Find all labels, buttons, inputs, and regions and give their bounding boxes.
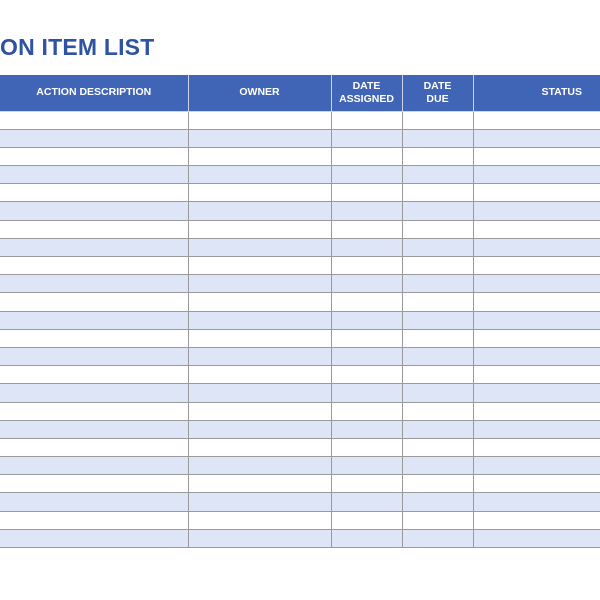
- cell-date-assigned[interactable]: [331, 475, 402, 493]
- cell-owner[interactable]: [188, 529, 331, 547]
- table-row: [0, 366, 600, 384]
- cell-date-assigned[interactable]: [331, 311, 402, 329]
- page-title: ON ITEM LIST: [0, 34, 155, 60]
- table-row: [0, 147, 600, 165]
- cell-status[interactable]: [473, 147, 600, 165]
- cell-date-due[interactable]: [402, 257, 473, 275]
- table-row: [0, 438, 600, 456]
- cell-date-due[interactable]: [402, 111, 473, 129]
- cell-status[interactable]: [473, 420, 600, 438]
- cell-owner[interactable]: [188, 111, 331, 129]
- cell-status[interactable]: [473, 529, 600, 547]
- table-row: [0, 311, 600, 329]
- cell-date-due[interactable]: [402, 275, 473, 293]
- cell-owner[interactable]: [188, 311, 331, 329]
- table-header: [0, 75, 600, 111]
- cell-action-description[interactable]: [0, 457, 188, 475]
- cell-date-due[interactable]: [402, 366, 473, 384]
- cell-date-assigned[interactable]: [331, 129, 402, 147]
- cell-action-description[interactable]: [0, 238, 188, 256]
- cell-date-assigned[interactable]: [331, 438, 402, 456]
- cell-status[interactable]: [473, 111, 600, 129]
- cell-owner[interactable]: [188, 493, 331, 511]
- cell-date-due[interactable]: [402, 402, 473, 420]
- cell-owner[interactable]: [188, 511, 331, 529]
- table-row: [0, 129, 600, 147]
- cell-action-description[interactable]: [0, 111, 188, 129]
- cell-status[interactable]: [473, 511, 600, 529]
- cell-status[interactable]: [473, 402, 600, 420]
- cell-date-due[interactable]: [402, 347, 473, 365]
- cell-date-due[interactable]: [402, 147, 473, 165]
- header-date-due: [402, 75, 473, 111]
- cell-action-description[interactable]: [0, 129, 188, 147]
- cell-date-assigned[interactable]: [331, 402, 402, 420]
- cell-owner[interactable]: [188, 457, 331, 475]
- cell-date-assigned[interactable]: [331, 457, 402, 475]
- cell-owner[interactable]: [188, 475, 331, 493]
- cell-date-due[interactable]: [402, 511, 473, 529]
- cell-date-due[interactable]: [402, 238, 473, 256]
- table-row: [0, 257, 600, 275]
- table-row: [0, 184, 600, 202]
- cell-date-assigned[interactable]: [331, 420, 402, 438]
- cell-owner[interactable]: [188, 275, 331, 293]
- cell-date-due[interactable]: [402, 166, 473, 184]
- cell-action-description[interactable]: [0, 529, 188, 547]
- cell-date-assigned[interactable]: [331, 293, 402, 311]
- cell-action-description[interactable]: [0, 329, 188, 347]
- cell-date-due[interactable]: [402, 311, 473, 329]
- table-row: [0, 511, 600, 529]
- cell-status[interactable]: [473, 384, 600, 402]
- header-date-assigned-line2: ASSIGNED: [339, 92, 394, 105]
- header-date-assigned-line1: DATE: [352, 79, 381, 92]
- header-owner: OWNER: [188, 75, 331, 111]
- cell-date-due[interactable]: [402, 184, 473, 202]
- cell-date-due[interactable]: [402, 529, 473, 547]
- cell-owner[interactable]: [188, 438, 331, 456]
- cell-action-description[interactable]: [0, 293, 188, 311]
- cell-date-assigned[interactable]: [331, 529, 402, 547]
- cell-date-due[interactable]: [402, 293, 473, 311]
- cell-owner[interactable]: [188, 184, 331, 202]
- table-row: [0, 202, 600, 220]
- cell-date-assigned[interactable]: [331, 329, 402, 347]
- table-row: [0, 293, 600, 311]
- table-row: [0, 475, 600, 493]
- table-row: [0, 220, 600, 238]
- table-row: [0, 275, 600, 293]
- header-row: [0, 75, 600, 111]
- cell-date-due[interactable]: [402, 384, 473, 402]
- cell-action-description[interactable]: [0, 420, 188, 438]
- cell-date-due[interactable]: [402, 220, 473, 238]
- cell-action-description[interactable]: [0, 257, 188, 275]
- cell-status[interactable]: [473, 129, 600, 147]
- cell-date-due[interactable]: [402, 493, 473, 511]
- cell-action-description[interactable]: [0, 184, 188, 202]
- cell-date-assigned[interactable]: [331, 366, 402, 384]
- table-row: [0, 402, 600, 420]
- cell-owner[interactable]: [188, 420, 331, 438]
- cell-status[interactable]: [473, 184, 600, 202]
- cell-action-description[interactable]: [0, 511, 188, 529]
- header-action-description: ACTION DESCRIPTION: [0, 75, 188, 111]
- cell-date-due[interactable]: [402, 457, 473, 475]
- cell-owner[interactable]: [188, 347, 331, 365]
- cell-date-assigned[interactable]: [331, 111, 402, 129]
- cell-status[interactable]: [473, 220, 600, 238]
- cell-action-description[interactable]: [0, 202, 188, 220]
- cell-action-description[interactable]: [0, 402, 188, 420]
- cell-owner[interactable]: [188, 329, 331, 347]
- cell-action-description[interactable]: [0, 147, 188, 165]
- cell-status[interactable]: [473, 202, 600, 220]
- cell-date-assigned[interactable]: [331, 238, 402, 256]
- cell-status[interactable]: [473, 438, 600, 456]
- table-row: [0, 420, 600, 438]
- cell-status[interactable]: [473, 347, 600, 365]
- cell-date-assigned[interactable]: [331, 347, 402, 365]
- cell-date-assigned[interactable]: [331, 275, 402, 293]
- cell-owner[interactable]: [188, 293, 331, 311]
- cell-action-description[interactable]: [0, 438, 188, 456]
- cell-owner[interactable]: [188, 129, 331, 147]
- cell-owner[interactable]: [188, 402, 331, 420]
- table-row: [0, 493, 600, 511]
- header-date-due-line1: DATE: [423, 79, 452, 92]
- cell-owner[interactable]: [188, 166, 331, 184]
- cell-owner[interactable]: [188, 147, 331, 165]
- cell-action-description[interactable]: [0, 166, 188, 184]
- cell-action-description[interactable]: [0, 493, 188, 511]
- cell-date-assigned[interactable]: [331, 384, 402, 402]
- cell-owner[interactable]: [188, 202, 331, 220]
- cell-owner[interactable]: [188, 220, 331, 238]
- cell-date-due[interactable]: [402, 202, 473, 220]
- cell-date-assigned[interactable]: [331, 257, 402, 275]
- cell-status[interactable]: [473, 493, 600, 511]
- cell-date-assigned[interactable]: [331, 220, 402, 238]
- header-date-due-line2: DUE: [426, 92, 449, 105]
- cell-status[interactable]: [473, 166, 600, 184]
- table-row: [0, 347, 600, 365]
- table-row: [0, 166, 600, 184]
- cell-status[interactable]: [473, 257, 600, 275]
- cell-owner[interactable]: [188, 384, 331, 402]
- cell-owner[interactable]: [188, 238, 331, 256]
- cell-action-description[interactable]: [0, 220, 188, 238]
- table-row: [0, 111, 600, 129]
- cell-date-due[interactable]: [402, 129, 473, 147]
- cell-date-due[interactable]: [402, 329, 473, 347]
- cell-date-assigned[interactable]: [331, 202, 402, 220]
- cell-status[interactable]: [473, 293, 600, 311]
- cell-status[interactable]: [473, 457, 600, 475]
- cell-date-due[interactable]: [402, 420, 473, 438]
- cell-status[interactable]: [473, 311, 600, 329]
- cell-status[interactable]: [473, 275, 600, 293]
- cell-action-description[interactable]: [0, 384, 188, 402]
- table-body: [0, 111, 600, 548]
- cell-action-description[interactable]: [0, 475, 188, 493]
- action-item-table: [0, 75, 600, 548]
- table-row: [0, 238, 600, 256]
- cell-date-due[interactable]: [402, 438, 473, 456]
- cell-date-due[interactable]: [402, 475, 473, 493]
- cell-status[interactable]: [473, 238, 600, 256]
- header-status: STATUS: [473, 75, 600, 111]
- cell-action-description[interactable]: [0, 311, 188, 329]
- table-row: [0, 329, 600, 347]
- cell-date-assigned[interactable]: [331, 147, 402, 165]
- cell-status[interactable]: [473, 329, 600, 347]
- cell-action-description[interactable]: [0, 275, 188, 293]
- cell-date-assigned[interactable]: [331, 166, 402, 184]
- table-row: [0, 529, 600, 547]
- cell-action-description[interactable]: [0, 347, 188, 365]
- table-row: [0, 384, 600, 402]
- table-row: [0, 457, 600, 475]
- cell-status[interactable]: [473, 475, 600, 493]
- cell-status[interactable]: [473, 366, 600, 384]
- cell-owner[interactable]: [188, 366, 331, 384]
- cell-owner[interactable]: [188, 257, 331, 275]
- cell-date-assigned[interactable]: [331, 493, 402, 511]
- cell-date-assigned[interactable]: [331, 184, 402, 202]
- cell-date-assigned[interactable]: [331, 511, 402, 529]
- cell-action-description[interactable]: [0, 366, 188, 384]
- header-date-assigned: [331, 75, 402, 111]
